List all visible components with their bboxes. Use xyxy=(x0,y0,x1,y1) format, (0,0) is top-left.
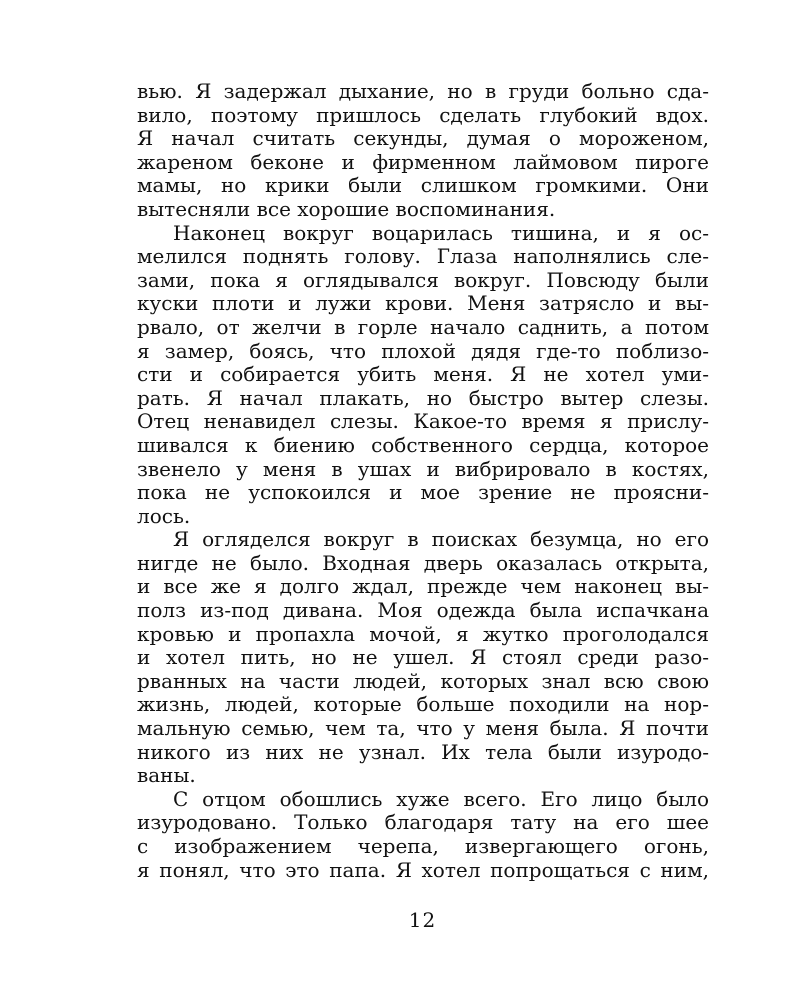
text-line: и все же я долго ждал, прежде чем наконец вы- xyxy=(137,574,709,599)
text-line: мелился поднять голову. Глаза наполнялись сле- xyxy=(137,244,709,269)
text-line: сти и собирается убить меня. Я не хотел уми- xyxy=(137,362,709,387)
text-line: изуродовано. Только благодаря тату на его шее xyxy=(137,810,709,835)
text-line: вило, поэтому пришлось сделать глубокий вдох. xyxy=(137,102,709,127)
text-line: вью. Я задержал дыхание, но в груди больно сда- xyxy=(137,79,709,103)
text-line: полз из-под дивана. Моя одежда была испачкана xyxy=(137,598,709,623)
text-line: жизнь, людей, которые больше походили на нор- xyxy=(137,692,709,717)
paragraph-end-line: лось. xyxy=(137,503,191,528)
text-line: с изображением черепа, извергающего огонь, xyxy=(137,834,709,858)
text-line: жареном беконе и фирменном лаймовом пироге xyxy=(137,149,709,174)
text-line: шивался к биению собственного сердца, которое xyxy=(137,432,709,457)
text-line: я понял, что это папа. Я хотел попрощаться с ним, xyxy=(137,857,709,882)
paragraph-first-line: С отцом обошлись хуже всего. Его лицо было xyxy=(173,786,709,811)
text-line: кровью и пропахла мочой, я жутко проголодался xyxy=(137,621,709,646)
text-line: Я начал считать секунды, думая о мороженом, xyxy=(137,126,709,151)
text-line: рвало, от желчи в горле начало саднить, а потом xyxy=(137,314,709,339)
text-line: Отец ненавидел слезы. Какое-то время я прислу- xyxy=(137,409,709,434)
text-line: мальную семью, чем та, что у меня была. Я почти xyxy=(137,716,709,741)
text-line: и хотел пить, но не ушел. Я стоял среди разо- xyxy=(137,645,709,670)
text-line: никого из них не узнал. Их тела были изуродо- xyxy=(137,739,709,764)
paragraph-end-line: ваны. xyxy=(137,763,196,788)
paragraph-first-line: Наконец вокруг воцарилась тишина, и я ос- xyxy=(173,220,709,245)
text-line: рванных на части людей, которых знал всю свою xyxy=(137,668,709,693)
text-line: рать. Я начал плакать, но быстро вытер слезы. xyxy=(137,385,709,410)
text-line: пока не успокоился и мое зрение не проясни- xyxy=(137,480,709,505)
text-line: куски плоти и лужи крови. Меня затрясло и вы- xyxy=(137,291,709,316)
text-line: мамы, но крики были слишком громкими. Они xyxy=(137,173,709,198)
page-number: 12 xyxy=(408,908,437,932)
text-line: я замер, боясь, что плохой дядя где-то поблизо- xyxy=(137,338,709,363)
paragraph-end-line: вытесняли все хорошие воспоминания. xyxy=(137,196,556,221)
text-line: нигде не было. Входная дверь оказалась открыта, xyxy=(137,550,709,575)
paragraph-first-line: Я огляделся вокруг в поисках безумца, но его xyxy=(173,527,709,552)
text-line: зами, пока я оглядывался вокруг. Повсюду были xyxy=(137,267,709,292)
body-text xyxy=(137,80,709,882)
text-line: звенело у меня в ушах и вибрировало в костях, xyxy=(137,456,709,481)
